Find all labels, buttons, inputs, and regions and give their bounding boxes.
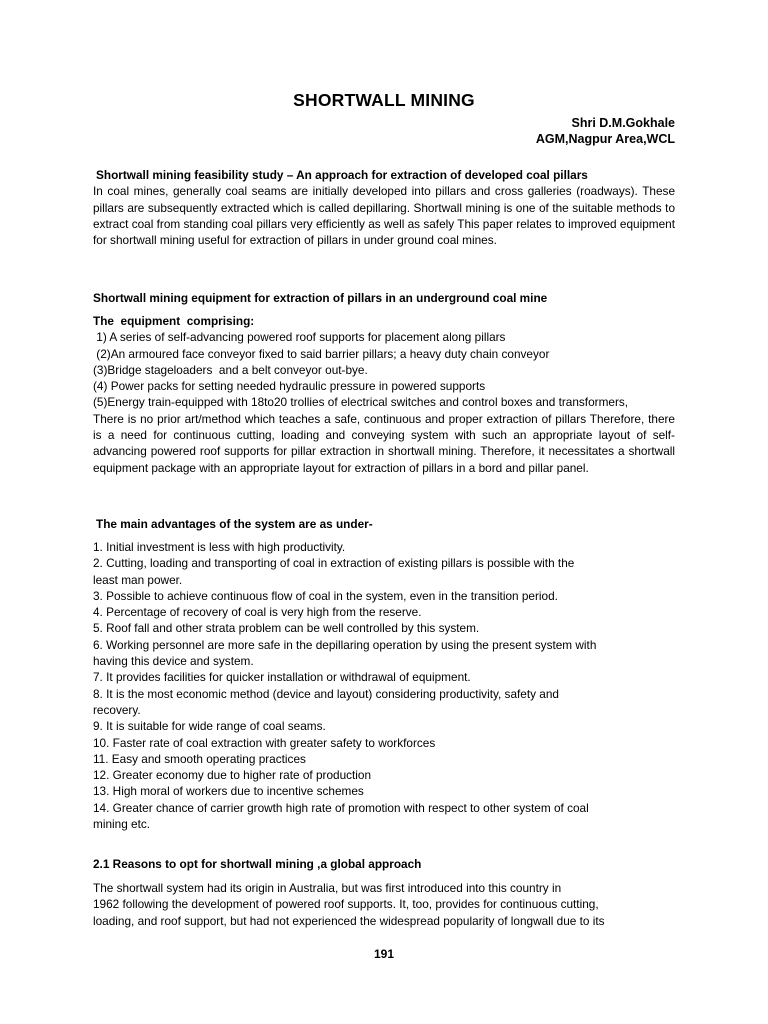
- list-item: 12. Greater economy due to higher rate of production: [93, 768, 372, 783]
- list-item: (4) Power packs for setting needed hydraulic pressure in powered supports: [93, 379, 486, 394]
- list-item: 1) A series of self-advancing powered roof supports for placement along pillars: [93, 330, 506, 345]
- advantages-list: [93, 539, 675, 832]
- page-number: 191: [373, 947, 395, 961]
- section-heading: Shortwall mining equipment for extraction of pillars in an underground coal mine: [93, 291, 548, 305]
- list-item: 4. Percentage of recovery of coal is very high from the reserve.: [93, 605, 422, 620]
- author-affiliation: AGM,Nagpur Area,WCL: [535, 132, 675, 146]
- paragraph-line: loading, and roof support, but had not experienced the widespread popularity of longwall due to its: [93, 913, 605, 928]
- list-item: 1. Initial investment is less with high productivity.: [93, 540, 346, 554]
- list-item: 3. Possible to achieve continuous flow of coal in the system, even in the transition period.: [93, 588, 558, 603]
- list-item: mining etc.: [93, 817, 151, 832]
- section-reasons: [93, 856, 675, 872]
- list-item: 8. It is the most economic method (device and layout) considering productivity, safety and: [93, 686, 559, 701]
- section-paragraph: There is no prior art/method which teaches a safe, continuous and proper extraction of pillars Therefore, there is a need for continuous cutting, loading and conveying system with such an appropriate layout of self-advancing powered roof supports for pillar extraction in shortwall mining. Therefore, it necessitates a shortwall equipment package with an appropriate layout for extraction of pillars in a bord and pillar panel.: [93, 411, 675, 475]
- list-heading: The equipment comprising:: [93, 314, 255, 328]
- section-paragraph: In coal mines, generally coal seams are initially developed into pillars and cross galleries (roadways). These pillars are subsequently extracted which is called depillaring. Shortwall mining is one of the suitable methods to extract coal from standing coal pillars very efficiently as well as safely This paper relates to improved equipment for shortwall mining useful for extraction of pillars in under ground coal mines.: [93, 184, 675, 248]
- list-item: 11. Easy and smooth operating practices: [93, 751, 306, 766]
- list-item: 9. It is suitable for wide range of coal seams.: [93, 719, 326, 734]
- page-title: SHORTWALL MINING: [293, 90, 475, 110]
- list-item: 5. Roof fall and other strata problem can be well controlled by this system.: [93, 621, 480, 636]
- list-item: (2)An armoured face conveyor fixed to said barrier pillars; a heavy duty chain conveyor: [93, 346, 550, 361]
- paragraph-line: 1962 following the development of powered roof supports. It, too, provides for continuous cutting,: [93, 897, 599, 912]
- list-item: 6. Working personnel are more safe in the depillaring operation by using the present system with: [93, 637, 597, 652]
- paragraph-line: The shortwall system had its origin in Australia, but was first introduced into this country in: [93, 881, 562, 895]
- equipment-list: [93, 313, 675, 476]
- section-heading: The main advantages of the system are as under-: [96, 517, 373, 531]
- list-item: 7. It provides facilities for quicker installation or withdrawal of equipment.: [93, 670, 471, 685]
- list-item: 2. Cutting, loading and transporting of coal in extraction of existing pillars is possible with the: [93, 556, 575, 571]
- list-item: 14. Greater chance of carrier growth high rate of promotion with respect to other system of coal: [93, 800, 589, 815]
- author-name: Shri D.M.Gokhale: [571, 116, 675, 130]
- list-item: least man power.: [93, 572, 183, 587]
- list-item: having this device and system.: [93, 654, 254, 669]
- advantages-section: [93, 516, 675, 532]
- reasons-paragraph: [93, 880, 675, 929]
- list-item: (3)Bridge stageloaders and a belt conveyor out-bye.: [93, 362, 368, 377]
- list-item: 10. Faster rate of coal extraction with greater safety to workforces: [93, 735, 436, 750]
- list-item: recovery.: [93, 702, 141, 717]
- list-item: 13. High moral of workers due to incentive schemes: [93, 784, 364, 799]
- author-block: [536, 115, 675, 147]
- section-feasibility: [93, 167, 675, 248]
- section-heading: Shortwall mining feasibility study – An approach for extraction of developed coal pillars: [96, 168, 588, 182]
- list-item: (5)Energy train-equipped with 18to20 trollies of electrical switches and control boxes and transformers,: [93, 395, 629, 410]
- section-equipment: [93, 290, 675, 306]
- section-heading: 2.1 Reasons to opt for shortwall mining ,a global approach: [93, 857, 422, 871]
